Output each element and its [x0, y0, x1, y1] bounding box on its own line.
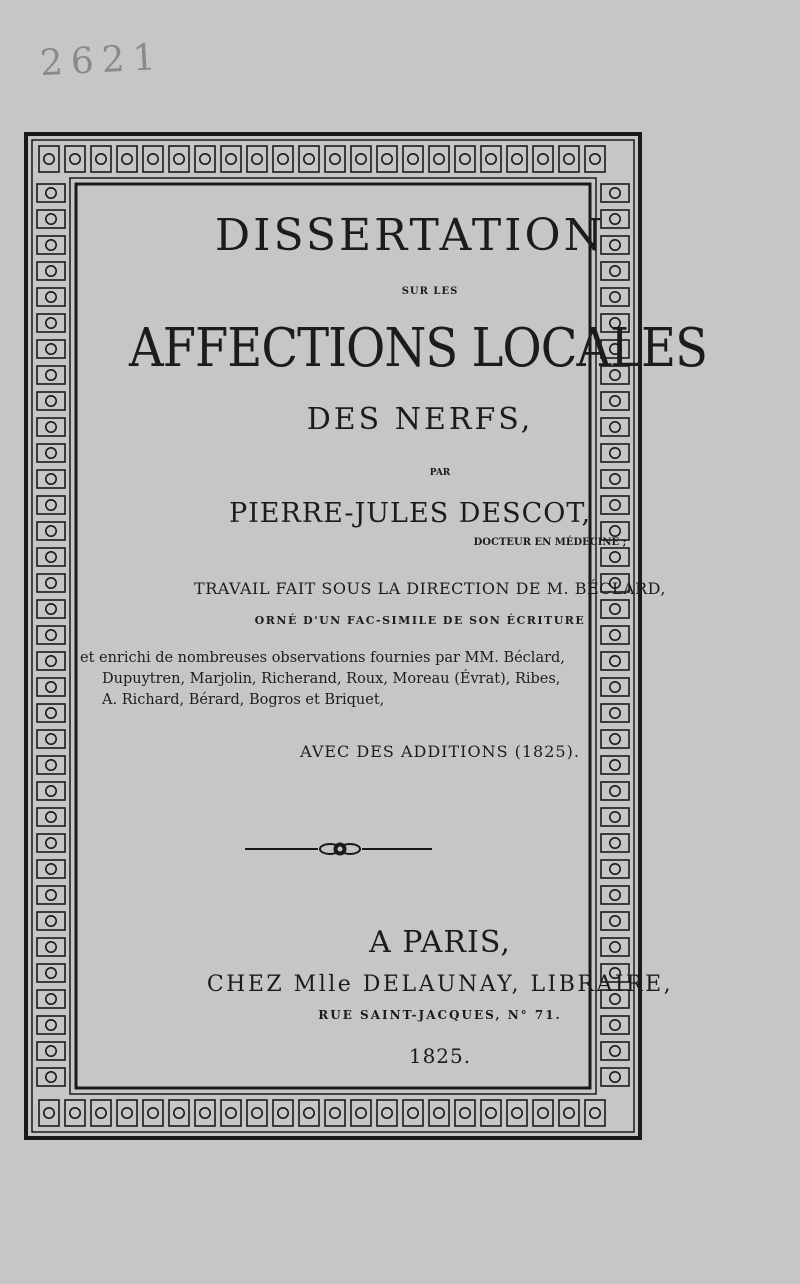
publisher: CHEZ Mlle DELAUNAY, LIBRAIRE,	[206, 972, 674, 997]
main-title: AFFECTIONS LOCALES	[129, 316, 707, 380]
author: PIERRE-JULES DESCOT,	[228, 498, 592, 529]
enrichment-line: A. Richard, Bérard, Bogros et Briquet,	[102, 692, 385, 708]
author-degree: DOCTEUR EN MÉDECINE ;	[473, 537, 627, 548]
enrichment-line: et enrichi de nombreuses observations fournies par MM. Béclard,	[80, 650, 565, 666]
ornament-rule	[245, 843, 432, 855]
sur-les: SUR LES	[401, 286, 459, 297]
enrichment-line: Dupuytren, Marjolin, Richerand, Roux, Moreau (Évrat), Ribes,	[102, 671, 561, 687]
address: RUE SAINT-JACQUES, N° 71.	[318, 1008, 562, 1022]
additions-line: AVEC DES ADDITIONS (1825).	[300, 742, 580, 761]
enrichment-paragraph	[80, 648, 610, 711]
city: A PARIS,	[369, 925, 511, 960]
title: DISSERTATION	[214, 210, 606, 261]
subtitle: DES NERFS,	[306, 402, 534, 437]
year: 1825.	[408, 1044, 472, 1068]
par-label: PAR	[429, 468, 451, 478]
direction-line: TRAVAIL FAIT SOUS LA DIRECTION DE M. BÉCLARD,	[194, 579, 666, 598]
facsimile-line: ORNÉ D'UN FAC-SIMILE DE SON ÉCRITURE	[254, 614, 586, 627]
inventory-mark: 2621	[39, 36, 165, 85]
